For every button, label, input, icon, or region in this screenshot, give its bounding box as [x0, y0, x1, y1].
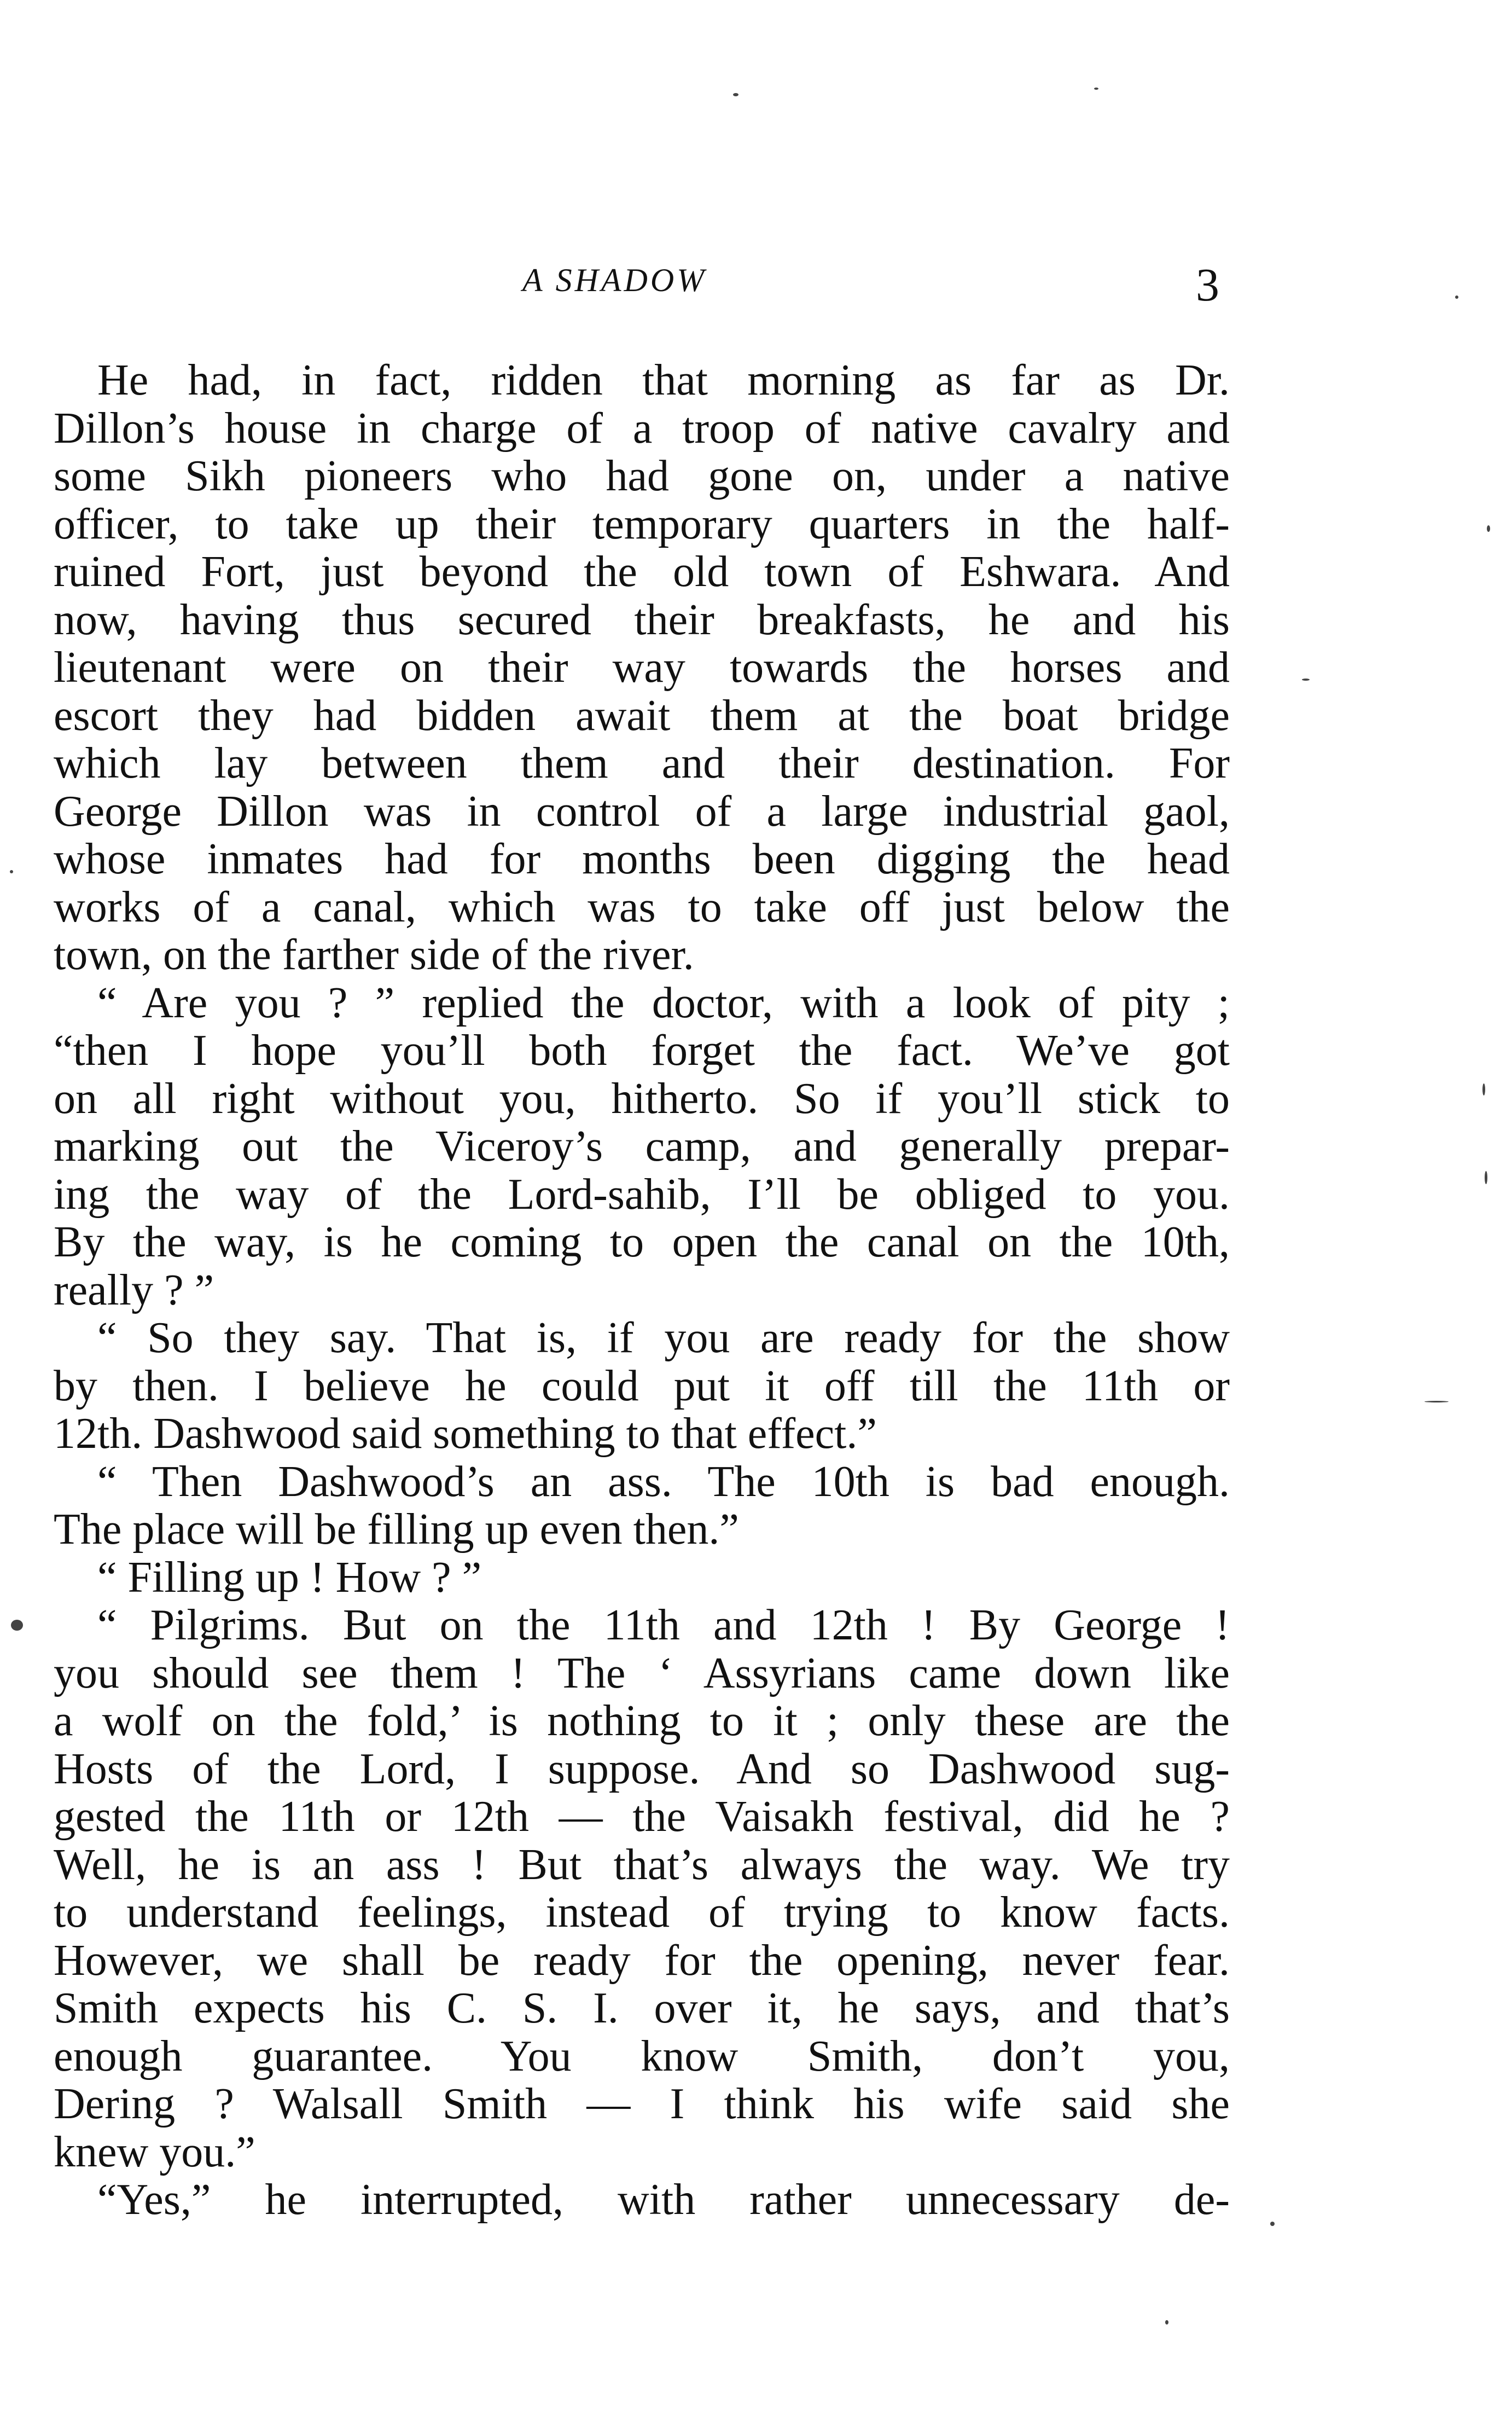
text-line: “then I hope you’ll both forget the fact. We’ve got — [54, 1027, 1230, 1075]
text-line: you should see them ! The ‘ Assyrians came down like — [54, 1649, 1230, 1697]
text-line: The place will be filling up even then.” — [54, 1505, 739, 1553]
text-line: However, we shall be ready for the opening, never fear. — [54, 1936, 1230, 1985]
text-line: “ Pilgrims. But on the 11th and 12th ! By George ! — [97, 1601, 1230, 1649]
text-line: now, having thus secured their breakfasts, he and his — [54, 595, 1230, 644]
scan-speck — [1165, 2320, 1168, 2325]
text-line: enough guarantee. You know Smith, don’t you, — [54, 2032, 1230, 2080]
text-line: George Dillon was in control of a large industrial gaol, — [54, 787, 1230, 836]
text-line: really ? ” — [54, 1266, 214, 1314]
text-line: Smith expects his C. S. I. over it, he says, and that’s — [54, 1984, 1230, 2032]
text-line: on all right without you, hitherto. So if you’ll stick to — [54, 1074, 1230, 1123]
text-line: By the way, is he coming to open the canal on the 10th, — [54, 1218, 1230, 1266]
scan-speck — [1424, 1401, 1449, 1402]
text-line: escort they had bidden await them at the boat bridge — [54, 691, 1230, 740]
scan-speck — [1270, 2222, 1275, 2226]
text-line: ing the way of the Lord-sahib, I’ll be obliged to you. — [54, 1170, 1230, 1219]
scan-speck — [1485, 1171, 1487, 1184]
text-line: lieutenant were on their way towards the horses and — [54, 644, 1230, 692]
text-line: to understand feelings, instead of trying to know facts. — [54, 1888, 1230, 1937]
page-number: 3 — [1196, 258, 1219, 311]
scan-speck — [1487, 525, 1490, 532]
text-line: “ Filling up ! How ? ” — [97, 1553, 482, 1602]
text-line: town, on the farther side of the river. — [54, 931, 694, 979]
text-line: “Yes,” he interrupted, with rather unnecessary de- — [97, 2176, 1230, 2224]
page-header — [0, 258, 1512, 311]
scan-speck — [1302, 679, 1310, 681]
text-line: He had, in fact, ridden that morning as far as Dr. — [97, 356, 1230, 404]
text-line: knew you.” — [54, 2128, 255, 2176]
text-line: which lay between them and their destination. For — [54, 739, 1230, 787]
scan-speck — [1094, 88, 1098, 90]
text-line: whose inmates had for months been digging the head — [54, 835, 1230, 883]
text-line: Dillon’s house in charge of a troop of native cavalry and — [54, 404, 1230, 453]
scan-speck — [10, 870, 13, 873]
text-line: marking out the Viceroy’s camp, and generally prepar- — [54, 1122, 1230, 1170]
text-line: a wolf on the fold,’ is nothing to it ; only these are the — [54, 1697, 1230, 1745]
scan-speck — [11, 1620, 23, 1631]
text-line: Dering ? Walsall Smith — I think his wife said she — [54, 2080, 1230, 2128]
text-line: 12th. Dashwood said something to that effect.” — [54, 1410, 877, 1458]
scan-speck — [1455, 295, 1458, 299]
running-head: A SHADOW — [522, 262, 707, 298]
text-line: some Sikh pioneers who had gone on, under a native — [54, 452, 1230, 500]
text-line: officer, to take up their temporary quarters in the half- — [54, 500, 1230, 548]
text-line: works of a canal, which was to take off just below the — [54, 883, 1230, 931]
scan-speck — [1482, 1083, 1485, 1095]
text-line: Hosts of the Lord, I suppose. And so Dashwood sug- — [54, 1744, 1230, 1793]
text-line: ruined Fort, just beyond the old town of Eshwara. And — [54, 548, 1230, 596]
text-line: gested the 11th or 12th — the Vaisakh festival, did he ? — [54, 1793, 1230, 1841]
body-text — [54, 357, 1230, 2224]
text-line: “ Then Dashwood’s an ass. The 10th is bad enough. — [97, 1457, 1230, 1506]
scan-speck — [733, 93, 738, 96]
text-line: by then. I believe he could put it off till the 11th or — [54, 1361, 1230, 1410]
text-line: Well, he is an ass ! But that’s always the way. We try — [54, 1840, 1230, 1889]
text-line: “ So they say. That is, if you are ready for the show — [97, 1314, 1230, 1362]
text-line: “ Are you ? ” replied the doctor, with a look of pity ; — [97, 978, 1230, 1027]
